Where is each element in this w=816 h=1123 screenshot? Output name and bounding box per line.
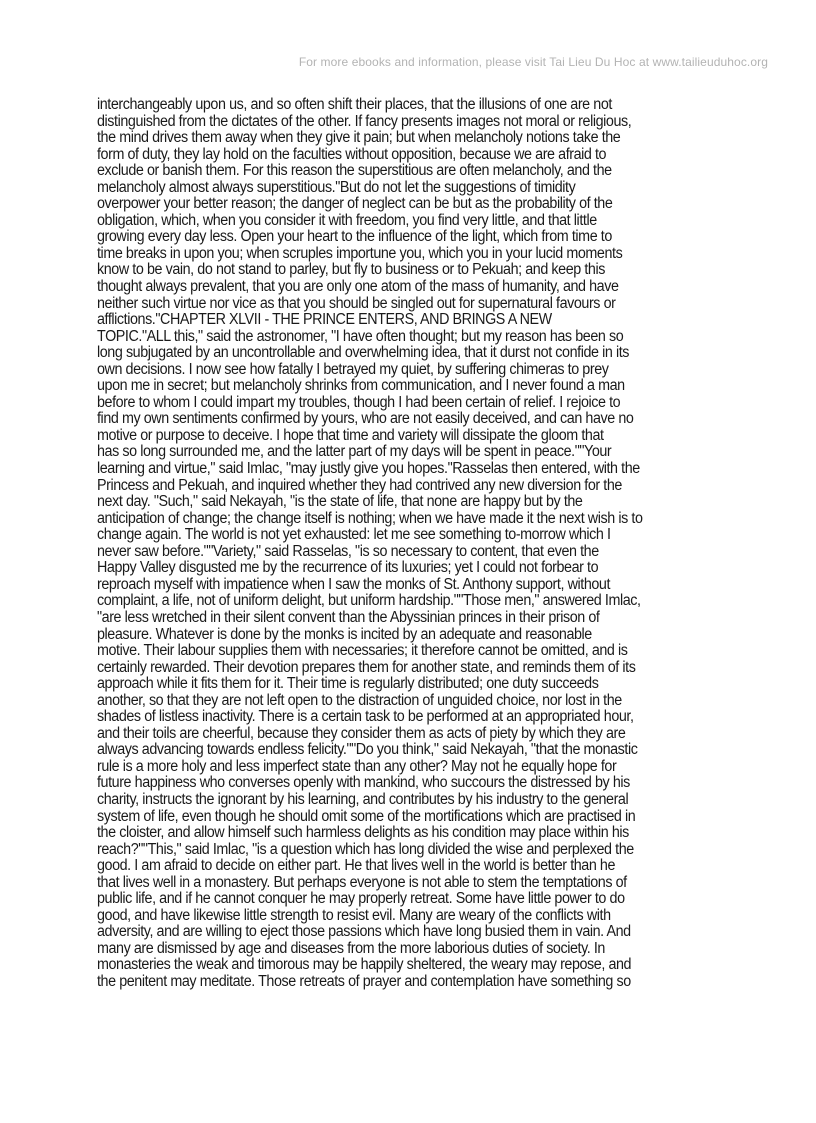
text-line: TOPIC."ALL this," said the astronomer, "I have often thought; but my reason has been so	[97, 327, 624, 345]
text-line: pleasure. Whatever is done by the monks is incited by an adequate and reasonable	[97, 625, 592, 643]
text-line: know to be vain, do not stand to parley, but fly to business or to Pekuah; and keep this	[97, 261, 605, 279]
text-line: form of duty, they lay hold on the faculties without opposition, because we are afraid to	[97, 145, 607, 163]
text-line: afflictions."CHAPTER XLVII - THE PRINCE ENTERS, AND BRINGS A NEW	[97, 311, 552, 329]
text-line: never saw before.""Variety," said Rasselas, "is so necessary to content, that even the	[97, 542, 599, 560]
text-line: that lives well in a monastery. But perhaps everyone is not able to stem the temptations of	[97, 873, 627, 891]
text-line: melancholy almost always superstitious."But do not let the suggestions of timidity	[97, 178, 576, 196]
text-line: many are dismissed by age and diseases from the more laborious duties of society. In	[97, 939, 605, 957]
text-line: good, and have likewise little strength to resist evil. Many are weary of the conflicts with	[97, 906, 611, 924]
text-line: neither such virtue nor vice as that you should be singled out for supernatural favours or	[97, 294, 616, 312]
text-line: monasteries the weak and timorous may be happily sheltered, the weary may repose, and	[97, 956, 632, 974]
text-line: approach while it fits them for it. Their time is regularly distributed; one duty succeeds	[97, 675, 599, 693]
text-line: "are less wretched in their silent convent than the Abyssinian princes in their prison of	[97, 608, 600, 626]
text-line: learning and virtue," said Imlac, "may justly give you hopes."Rasselas then entered, with the	[97, 460, 640, 478]
text-line: upon me in secret; but melancholy shrinks from communication, and I never found a man	[97, 377, 625, 395]
text-line: own decisions. I now see how fatally I betrayed my quiet, by suffering chimeras to prey	[97, 360, 609, 378]
text-line: the mind drives them away when they give it pain; but when melancholy notions take the	[97, 129, 621, 147]
text-line: shades of listless inactivity. There is a certain task to be performed at an appropriated hour,	[97, 708, 634, 726]
text-line: complaint, a life, not of uniform delight, but uniform hardship.""Those men," answered Imlac,	[97, 592, 641, 610]
text-line: certainly rewarded. Their devotion prepares them for another state, and reminds them of its	[97, 658, 636, 676]
text-line: future happiness who converses openly with mankind, who succours the distressed by his	[97, 774, 630, 792]
text-line: the cloister, and allow himself such harmless delights as his condition may place within his	[97, 824, 629, 842]
text-line: rule is a more holy and less imperfect state than any other? May not he equally hope for	[97, 757, 617, 775]
text-line: interchangeably upon us, and so often shift their places, that the illusions of one are not	[97, 96, 612, 113]
text-line: thought always prevalent, that you are only one atom of the mass of humanity, and have	[97, 278, 619, 296]
text-line: Princess and Pekuah, and inquired whether they had contrived any new diversion for the	[97, 476, 622, 494]
text-line: reproach myself with impatience when I saw the monks of St. Anthony support, without	[97, 575, 611, 593]
text-line: change again. The world is not yet exhausted: let me see something to-morrow which I	[97, 526, 611, 544]
text-line: and their toils are cheerful, because they consider them as acts of piety by which they are	[97, 724, 626, 742]
text-line: motive. Their labour supplies them with necessaries; it therefore cannot be omitted, and is	[97, 642, 628, 660]
text-line: exclude or banish them. For this reason the superstitious are often melancholy, and the	[97, 162, 612, 180]
text-line: has so long surrounded me, and the latter part of my days will be spent in peace.""Your	[97, 443, 612, 461]
text-line: long subjugated by an uncontrollable and overwhelming idea, that it durst not confide in its	[97, 344, 630, 362]
text-line: Happy Valley disgusted me by the recurrence of its luxuries; yet I could not forbear to	[97, 559, 599, 577]
page-header-notice: For more ebooks and information, please visit Tai Lieu Du Hoc at www.tailieuduhoc.org	[298, 55, 768, 69]
text-line: obligation, which, when you consider it with freedom, you find very little, and that little	[97, 211, 597, 229]
text-line: anticipation of change; the change itself is nothing; when we have made it the next wish is to	[97, 509, 643, 527]
text-line: motive or purpose to deceive. I hope that time and variety will dissipate the gloom that	[97, 426, 604, 444]
text-line: system of life, even though he should omit some of the mortifications which are practised in	[97, 807, 636, 825]
text-line: time breaks in upon you; when scruples importune you, which you in your lucid moments	[97, 244, 623, 262]
text-line: public life, and if he cannot conquer he may properly retreat. Some have little power to do	[97, 890, 625, 908]
text-line: find my own sentiments confirmed by yours, who are not easily deceived, and can have no	[97, 410, 634, 428]
text-line: next day. "Such," said Nekayah, "is the state of life, that none are happy but by the	[97, 493, 583, 511]
text-line: another, so that they are not left open to the distraction of unguided choice, nor lost in the	[97, 691, 622, 709]
text-line: reach?""This," said Imlac, "is a question which has long divided the wise and perplexed the	[97, 840, 634, 858]
text-line: adversity, and are willing to eject those passions which have long busied them in vain. And	[97, 923, 631, 941]
text-line: distinguished from the dictates of the other. If fancy presents images not moral or religious,	[97, 112, 632, 130]
text-line: overpower your better reason; the danger of neglect can be but as the probability of the	[97, 195, 613, 213]
text-line: good. I am afraid to decide on either part. He that lives well in the world is better than he	[97, 857, 616, 875]
text-line: always advancing towards endless felicity.""Do you think," said Nekayah, "that the monastic	[97, 741, 638, 759]
text-line: charity, instructs the ignorant by his learning, and contributes by his industry to the general	[97, 790, 629, 808]
text-line: before to whom I could impart my troubles, though I had been certain of relief. I rejoice to	[97, 393, 621, 411]
text-line: the penitent may meditate. Those retreats of prayer and contemplation have something so	[97, 972, 631, 990]
body-text	[97, 97, 692, 991]
text-line: growing every day less. Open your heart to the influence of the light, which from time to	[97, 228, 612, 246]
